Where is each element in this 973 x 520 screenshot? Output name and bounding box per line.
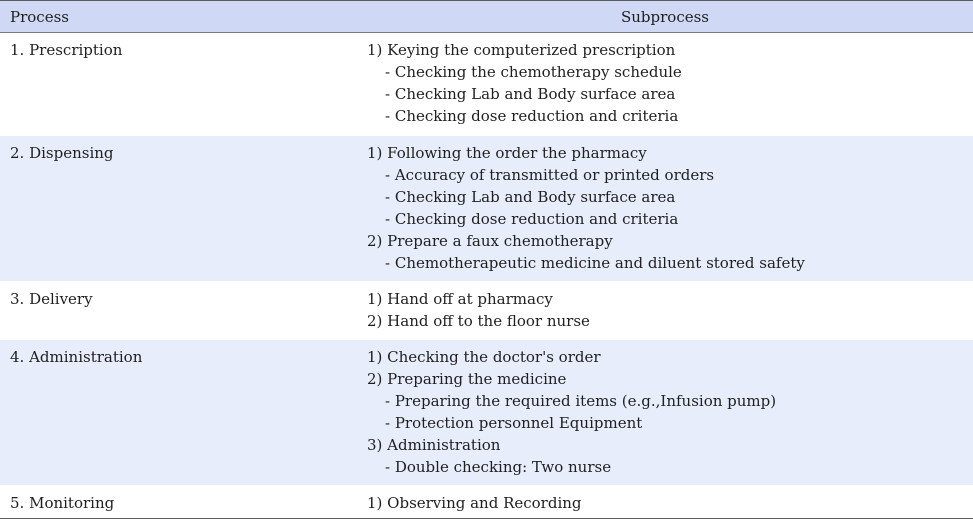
subprocess-line: 2) Preparing the medicine — [367, 370, 567, 388]
subprocess-line: - Accuracy of transmitted or printed orders — [385, 166, 715, 184]
process-cell: 3. Delivery — [10, 290, 93, 308]
subprocess-line: - Checking dose reduction and criteria — [385, 107, 679, 125]
table-row — [0, 136, 973, 282]
subprocess-line: - Protection personnel Equipment — [385, 414, 643, 432]
header-process: Process — [10, 7, 69, 26]
subprocess-cell — [357, 136, 973, 281]
subprocess-cell — [357, 340, 973, 485]
subprocess-line: - Checking dose reduction and criteria — [385, 210, 679, 228]
process-cell: 2. Dispensing — [10, 144, 114, 162]
subprocess-line: - Checking Lab and Body surface area — [385, 85, 676, 103]
subprocess-line: 2) Hand off to the floor nurse — [367, 312, 590, 330]
table-row — [0, 33, 973, 136]
process-cell: 5. Monitoring — [10, 494, 115, 512]
subprocess-line: 1) Following the order the pharmacy — [367, 144, 647, 162]
subprocess-cell — [357, 282, 973, 339]
subprocess-line: 1) Keying the computerized prescription — [367, 41, 676, 59]
table-row — [0, 282, 973, 340]
subprocess-line: 2) Prepare a faux chemotherapy — [367, 232, 613, 250]
subprocess-cell — [357, 486, 973, 517]
table-header — [0, 0, 973, 33]
subprocess-line: 1) Hand off at pharmacy — [367, 290, 553, 308]
subprocess-line: - Checking the chemotherapy schedule — [385, 63, 682, 81]
subprocess-line: - Double checking: Two nurse — [385, 458, 612, 476]
subprocess-cell — [357, 33, 973, 135]
table-bottom-rule — [0, 518, 973, 519]
subprocess-line: 1) Observing and Recording — [367, 494, 582, 512]
header-subprocess: Subprocess — [620, 7, 709, 26]
subprocess-line: 1) Checking the doctor's order — [367, 348, 601, 366]
subprocess-line: - Chemotherapeutic medicine and diluent stored safety — [385, 254, 805, 272]
table-row — [0, 486, 973, 518]
subprocess-line: - Checking Lab and Body surface area — [385, 188, 676, 206]
table-row — [0, 340, 973, 486]
subprocess-line: - Preparing the required items (e.g.,Infusion pump) — [385, 392, 777, 410]
process-cell: 1. Prescription — [10, 41, 123, 59]
process-cell: 4. Administration — [10, 348, 143, 366]
subprocess-line: 3) Administration — [367, 436, 501, 454]
